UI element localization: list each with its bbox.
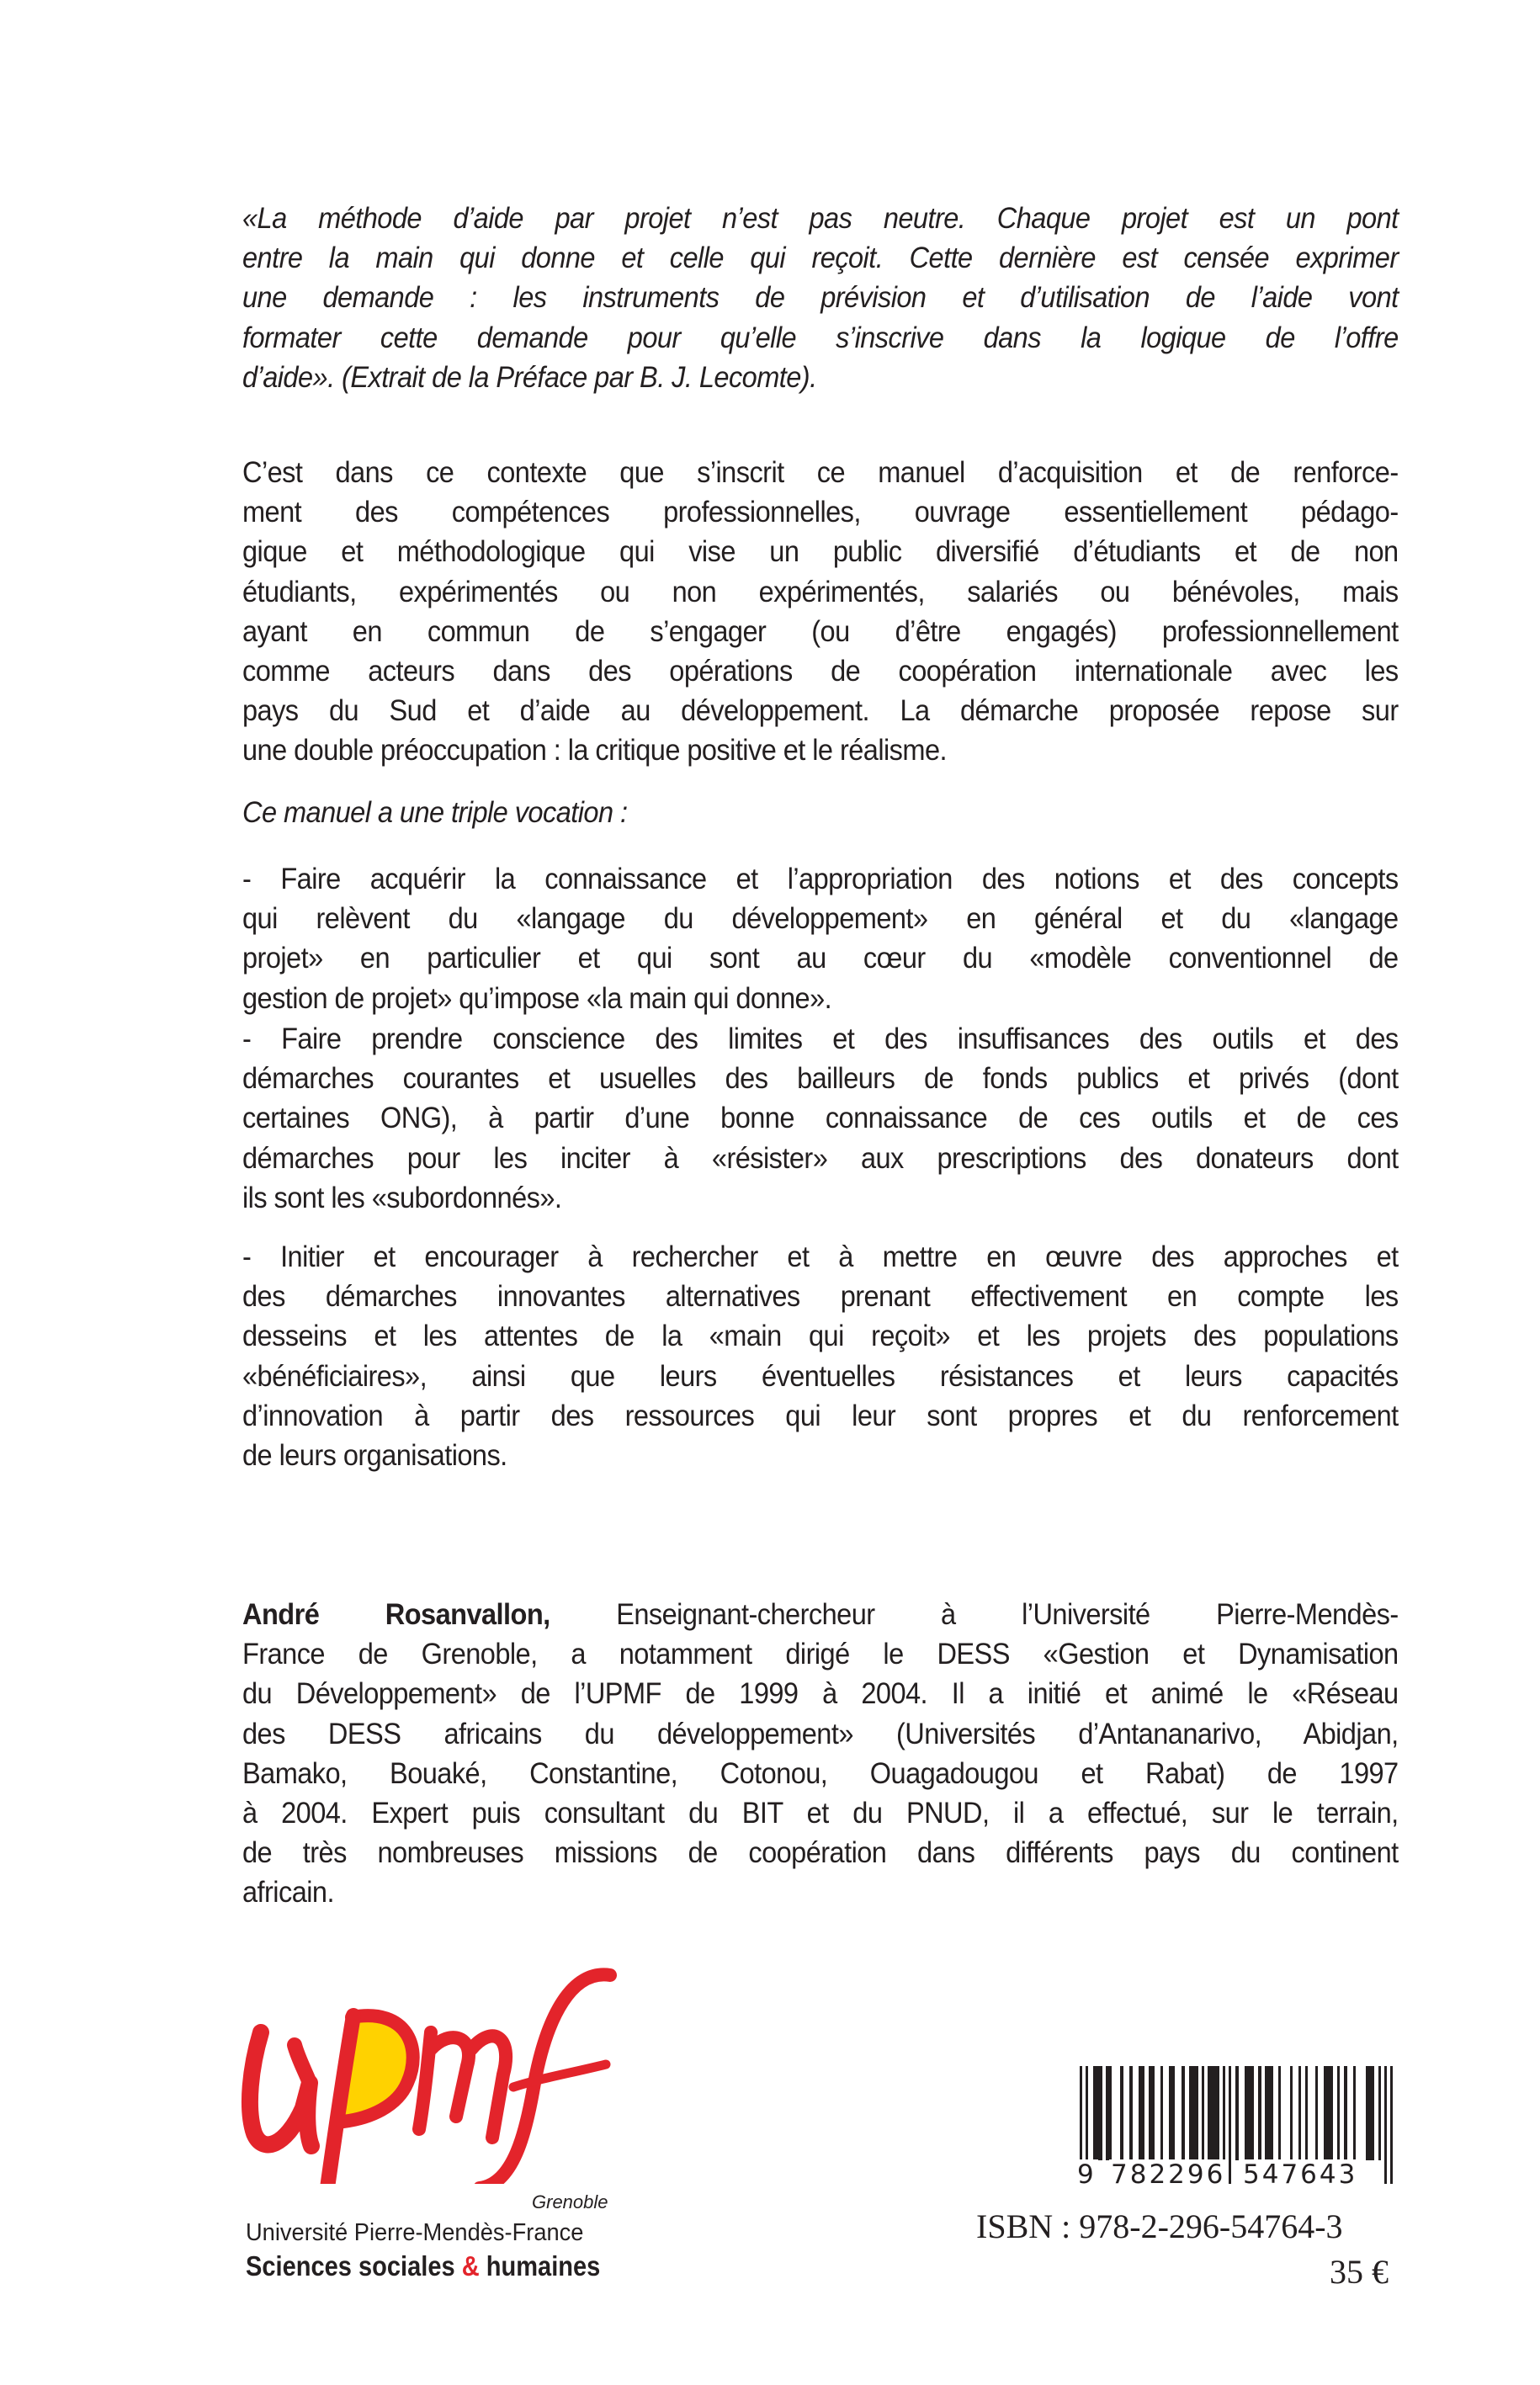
intro-paragraph bbox=[242, 453, 1399, 771]
bullet-line: de leurs organisations. bbox=[242, 1438, 507, 1472]
logo-city: Grenoble bbox=[532, 2191, 608, 2212]
bullet-line: «bénéficiaires», ainsi que leurs éventuelles résistances et leurs capacités bbox=[242, 1359, 1399, 1393]
intro-line: une double préoccupation : la critique positive et le réalisme. bbox=[242, 734, 947, 768]
bullet-line: démarches courantes et usuelles des bailleurs de fonds publics et privés (dont bbox=[242, 1062, 1399, 1096]
bullet-line: projet» en particulier et qui sont au cœur du «modèle conventionnel de bbox=[242, 942, 1399, 975]
bullet-line: qui relèvent du «langage du développement» en général et du «langage bbox=[242, 902, 1399, 936]
bullet-line: d’innovation à partir des ressources qui leur sont propres et du renforcement bbox=[242, 1399, 1399, 1432]
author-bio-line: de très nombreuses missions de coopération dans différents pays du continent bbox=[242, 1836, 1399, 1870]
intro-line: ayant en commun de s’engager (ou d’être engagés) professionnellement bbox=[242, 614, 1399, 648]
barcode-digit-group-1: 782296 bbox=[1111, 2159, 1226, 2190]
author-bio-text: Enseignant-chercheur à l’Université Pierre-Mendès- bbox=[616, 1598, 1399, 1631]
series-part2: humaines bbox=[486, 2250, 601, 2281]
bullet-line: ils sont les «subordonnés». bbox=[242, 1181, 562, 1214]
author-bio-line: à 2004. Expert puis consultant du BIT et du PNUD, il a effectué, sur le terrain, bbox=[242, 1796, 1399, 1830]
intro-line: étudiants, expérimentés ou non expérimentés, salariés ou bénévoles, mais bbox=[242, 575, 1399, 608]
logo-series-name bbox=[246, 2250, 600, 2282]
quote-line: une demande : les instruments de prévision et d’utilisation de l’aide vont bbox=[242, 281, 1399, 315]
price-label: 35 € bbox=[1330, 2253, 1389, 2291]
vocation-item-1 bbox=[242, 859, 1399, 1018]
author-bio bbox=[242, 1595, 1399, 1913]
author-bio-line: Bamako, Bouaké, Constantine, Cotonou, Ouagadougou et Rabat) de 1997 bbox=[242, 1756, 1399, 1790]
bullet-line: certaines ONG), à partir d’une bonne connaissance de ces outils et de ces bbox=[242, 1102, 1399, 1135]
logo-university-name: Université Pierre-Mendès-France bbox=[246, 2219, 584, 2246]
preface-quote bbox=[242, 199, 1399, 397]
barcode-digit-group-2: 547643 bbox=[1243, 2159, 1358, 2190]
quote-line: «La méthode d’aide par projet n’est pas neutre. Chaque projet est un pont bbox=[242, 202, 1399, 235]
bullet-line: démarches pour les inciter à «résister» aux prescriptions des donateurs dont bbox=[242, 1141, 1399, 1175]
intro-line: gique et méthodologique qui vise un public diversifié d’étudiants et de non bbox=[242, 535, 1399, 569]
quote-attribution: d’aide». (Extrait de la Préface par B. J. Lecomte). bbox=[242, 360, 817, 394]
upmf-logo-icon bbox=[236, 1965, 640, 2184]
quote-line: formater cette demande pour qu’elle s’inscrive dans la logique de l’offre bbox=[242, 321, 1399, 354]
vocation-item-2 bbox=[242, 1019, 1399, 1218]
isbn-label: ISBN : 978-2-296-54764-3 bbox=[976, 2207, 1343, 2245]
author-bio-first-line bbox=[242, 1595, 1399, 1634]
vocation-item-3 bbox=[242, 1237, 1399, 1475]
author-name: André Rosanvallon, bbox=[242, 1598, 550, 1631]
author-bio-line: africain. bbox=[242, 1876, 334, 1910]
bullet-line: - Initier et encourager à rechercher et à mettre en œuvre des approches et bbox=[242, 1240, 1399, 1273]
series-ampersand: & bbox=[461, 2250, 480, 2281]
vocation-heading-text: Ce manuel a une triple vocation : bbox=[242, 796, 628, 829]
author-bio-line: des DESS africains du développement» (Universités d’Antananarivo, Abidjan, bbox=[242, 1717, 1399, 1750]
intro-line: comme acteurs dans des opérations de coopération internationale avec les bbox=[242, 654, 1399, 688]
intro-line: pays du Sud et d’aide au développement. La démarche proposée repose sur bbox=[242, 694, 1399, 728]
series-part1: Sciences sociales bbox=[246, 2250, 455, 2281]
bullet-line: gestion de projet» qu’impose «la main qui donne». bbox=[242, 981, 832, 1015]
intro-line: ment des compétences professionnelles, ouvrage essentiellement pédago- bbox=[242, 496, 1399, 529]
author-bio-line: du Développement» de l’UPMF de 1999 à 2004. Il a initié et animé le «Réseau bbox=[242, 1677, 1399, 1711]
barcode-digit-lead: 9 bbox=[1077, 2159, 1097, 2190]
quote-line bbox=[242, 358, 1399, 397]
bullet-line: - Faire prendre conscience des limites et des insuffisances des outils et des bbox=[242, 1023, 1399, 1055]
vocation-heading bbox=[242, 793, 1318, 832]
bullet-line: desseins et les attentes de la «main qui reçoit» et les projets des populations bbox=[242, 1320, 1399, 1353]
quote-line: entre la main qui donne et celle qui reçoit. Cette dernière est censée exprimer bbox=[242, 242, 1399, 275]
author-bio-line: France de Grenoble, a notamment dirigé le DESS «Gestion et Dynamisation bbox=[242, 1638, 1399, 1671]
intro-line: C’est dans ce contexte que s’inscrit ce manuel d’acquisition et de renforce- bbox=[242, 456, 1399, 489]
bullet-line: - Faire acquérir la connaissance et l’appropriation des notions et des concepts bbox=[242, 863, 1399, 895]
bullet-line: des démarches innovantes alternatives prenant effectivement en compte les bbox=[242, 1280, 1399, 1314]
